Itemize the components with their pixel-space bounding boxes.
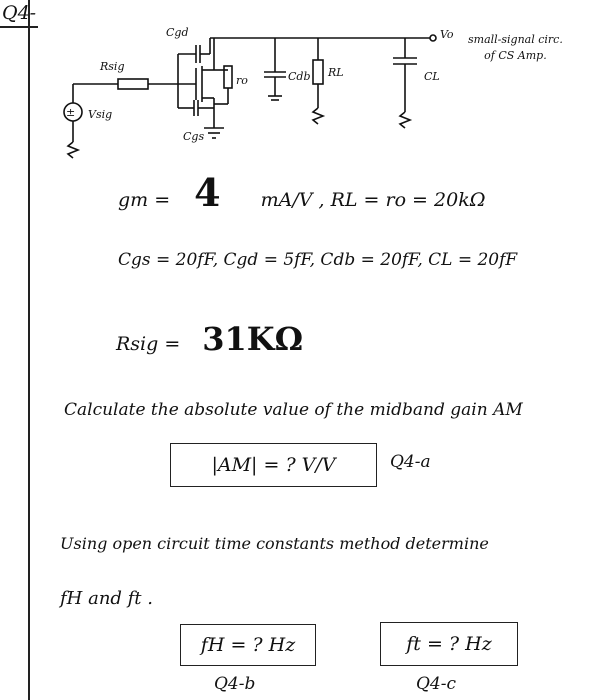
- vsig-label: Vsig: [88, 108, 113, 121]
- rl-resistor: [313, 60, 323, 84]
- cl-ground: [400, 112, 410, 128]
- caption-line-2: of CS Amp.: [484, 49, 547, 62]
- capacitance-given-line: Cgs = 20fF, Cgd = 5fF, Cdb = 20fF, CL = 20fF: [118, 250, 518, 270]
- part-a-instruction: Calculate the absolute value of the midband gain AM: [64, 400, 523, 420]
- source-ground: [68, 142, 78, 158]
- part-bc-targets: fH and ft .: [60, 588, 153, 609]
- rl-label: RL: [328, 66, 344, 79]
- cdb-label: Cdb: [288, 70, 311, 83]
- part-c-answer-box: ft = ? Hz: [380, 622, 518, 666]
- gm-suffix: mA/V , RL = ro = 20kΩ: [260, 189, 486, 211]
- rl-ground: [313, 108, 323, 124]
- cl-label: CL: [424, 70, 440, 83]
- caption-line-1: small-signal circ.: [468, 33, 563, 46]
- question-number: Q4-: [2, 2, 37, 24]
- output-terminal: [430, 35, 436, 41]
- rsig-resistor: [118, 79, 148, 89]
- part-c-label: Q4-c: [416, 674, 457, 694]
- source-sign-label: ±: [66, 106, 76, 119]
- part-b-answer-box: fH = ? Hz: [180, 624, 316, 666]
- part-b-label: Q4-b: [214, 674, 256, 694]
- part-bc-instruction: Using open circuit time constants method determine: [60, 534, 489, 553]
- part-a-answer-box: |AM| = ? V/V: [170, 443, 377, 487]
- rsig-prefix: Rsig =: [116, 333, 181, 355]
- gm-given-line: [118, 170, 485, 215]
- cgd-label: Cgd: [166, 26, 189, 39]
- cgs-label: Cgs: [183, 130, 205, 143]
- vo-label: Vo: [440, 28, 454, 41]
- gm-prefix: gm =: [118, 189, 171, 211]
- part-a-label: Q4-a: [390, 452, 431, 472]
- rsig-value: 31KΩ: [202, 320, 304, 358]
- rsig-label: Rsig: [100, 60, 125, 73]
- rsig-given-line: [116, 320, 303, 358]
- gm-value: 4: [194, 170, 221, 215]
- ro-label: ro: [236, 74, 248, 87]
- circuit-caption: [468, 32, 563, 64]
